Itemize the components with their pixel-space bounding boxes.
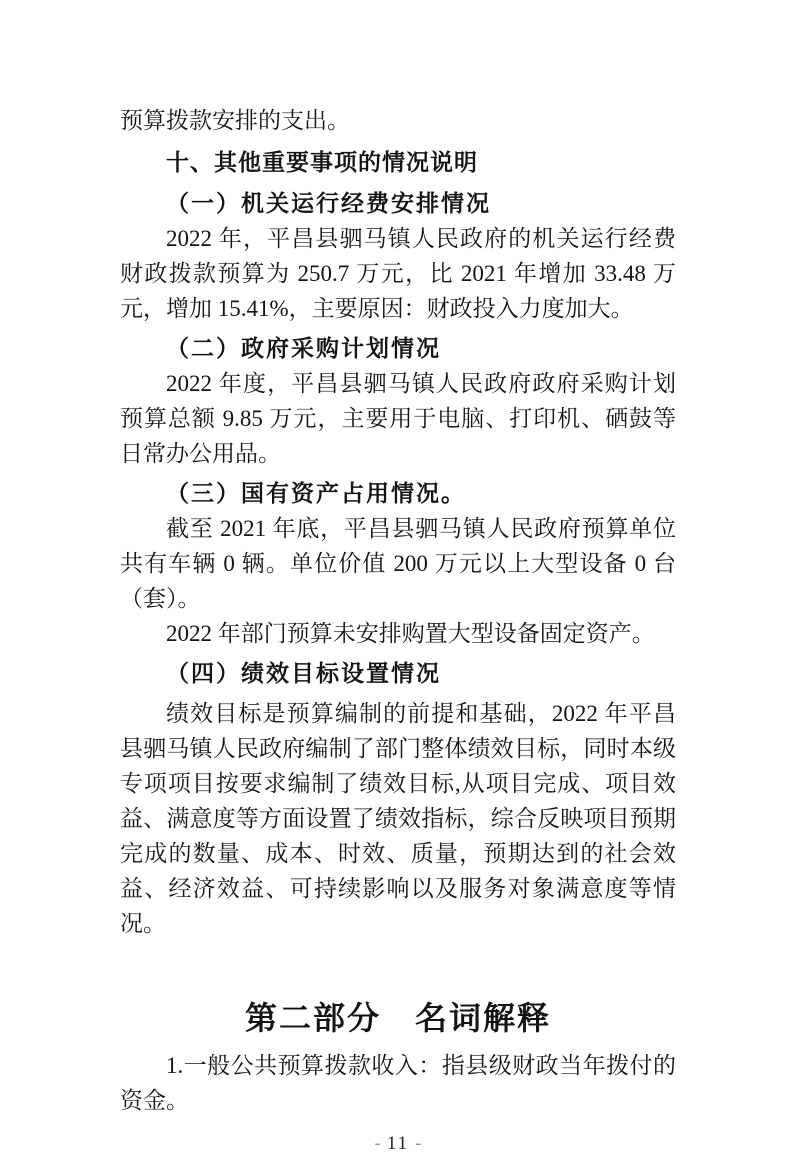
subsection-3-paragraph-2: 2022 年部门预算未安排购置大型设备固定资产。 [166, 621, 655, 646]
subsection-2-paragraph: 2022 年度，平昌县驷马镇人民政府政府采购计划预算总额 9.85 万元，主要用于电脑、打印机、硒鼓等日常办公用品。 [120, 371, 676, 466]
subsection-2-heading: （二）政府采购计划情况 [166, 336, 441, 361]
page-number: 11 [386, 1133, 410, 1154]
part-two-item-1: 1.一般公共预算拨款收入：指县级财政当年拨付的资金。 [120, 1053, 676, 1113]
part-two-title: 第二部分 名词解释 [244, 1000, 551, 1036]
subsection-4-paragraph: 绩效目标是预算编制的前提和基础，2022 年平昌县驷马镇人民政府编制了部门整体绩效目标，同时本级专项项目按要求编制了绩效目标,从项目完成、项目效益、满意度等方面设置了绩效指标，综合反映项目预期完成的数量、成本、时效、质量，预期达到的社会效益、经济效益、可持续影响以及服务对象满意度等情况。 [120, 701, 676, 936]
page-number-left-dash: - [374, 1133, 381, 1154]
subsection-1-paragraph: 2022 年，平昌县驷马镇人民政府的机关运行经费财政拨款预算为 250.7 万元，比 2021 年增加 33.48 万元，增加 15.41%，主要原因：财政投入力度加大。 [120, 226, 676, 321]
page-footer [120, 1134, 676, 1154]
subsection-4-heading: （四）绩效目标设置情况 [166, 661, 441, 686]
section-heading-ten: 十、其他重要事项的情况说明 [166, 149, 478, 175]
subsection-1-heading: （一）机关运行经费安排情况 [166, 191, 491, 216]
subsection-3-heading: （三）国有资产占用情况。 [166, 481, 466, 506]
paragraph-continuation: 预算拨款安排的支出。 [120, 108, 350, 133]
page-number-right-dash: - [415, 1133, 422, 1154]
subsection-3-paragraph-1: 截至 2021 年底，平昌县驷马镇人民政府预算单位共有车辆 0 辆。单位价值 200 万元以上大型设备 0 台（套）。 [120, 516, 676, 611]
